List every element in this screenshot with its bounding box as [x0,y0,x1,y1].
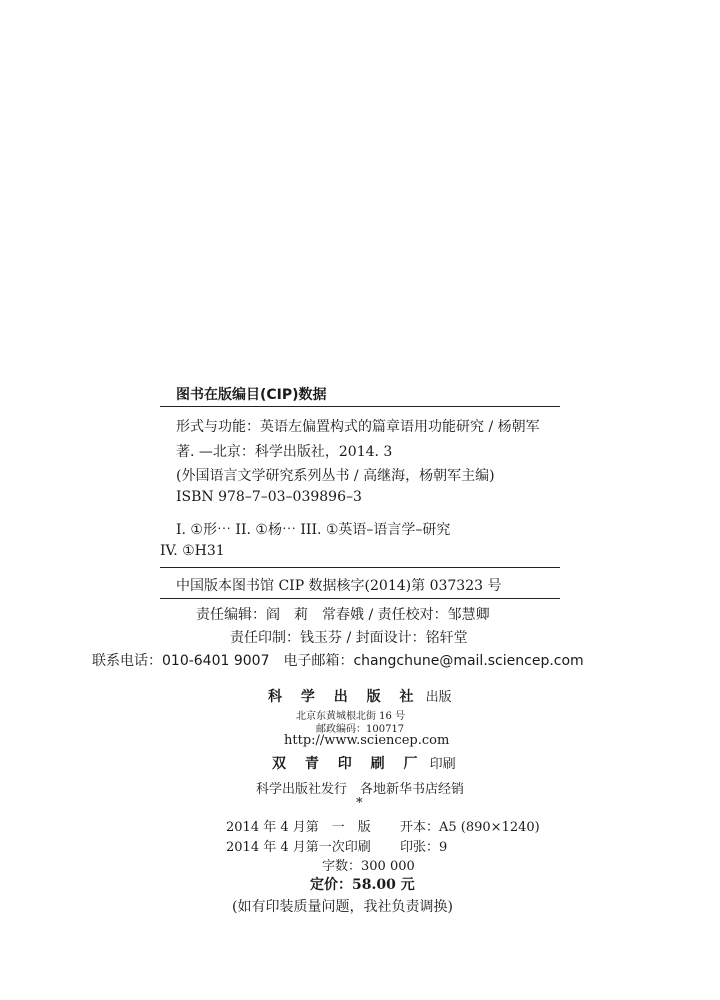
format-info: 开本：A5 (890×1240) [400,820,540,835]
asterisk: * [356,796,363,811]
price-label: 定价： [310,877,352,893]
cip-publication-line: 著. —北京：科学出版社，2014. 3 [176,444,393,460]
cip-title-line: 形式与功能：英语左偏置构式的篇章语用功能研究 / 杨朝军 [176,419,540,435]
cip-series-line: (外国语言文学研究系列丛书 / 高继海，杨朝军主编) [176,468,495,484]
publisher-postcode: 邮政编码：100717 [316,724,405,735]
cip-classification-line: I. ①形⋯ II. ①杨⋯ III. ①英语–语言学–研究 [176,522,451,538]
edition-date: 2014 年 4 月第 一 版 [226,820,371,835]
production-credit: 责任印制：钱玉芬 / 封面设计：铭轩堂 [230,630,468,646]
printer-suffix: 印刷 [429,757,456,772]
printer-name: 双 青 印 刷 厂 [272,756,425,772]
cip-isbn-line: ISBN 978–7–03–039896–3 [176,489,362,505]
distribution-line: 科学出版社发行 各地新华书店经销 [256,782,465,797]
quality-note: (如有印装质量问题，我社负责调换) [232,899,453,915]
sheets-info: 印张：9 [400,840,448,855]
publisher-block [268,686,452,706]
publisher-address: 北京东黄城根北街 16 号 [296,711,406,722]
printer-block [272,753,456,773]
cip-verification-line: 中国版本图书馆 CIP 数据核字(2014)第 037323 号 [176,578,502,594]
print-date: 2014 年 4 月第一次印刷 [226,840,371,855]
publisher-name: 科 学 出 版 社 [268,689,421,705]
price-value: 58.00 元 [352,877,415,893]
price-line [310,874,415,894]
cip-bottom-rule [160,598,560,599]
word-count: 字数：300 000 [322,859,415,874]
cip-classification-line-2: IV. ①H31 [160,543,225,559]
cip-top-rule [160,406,560,407]
contact-line: 联系电话：010-6401 9007 电子邮箱：changchune@mail.sciencep.com [92,653,584,669]
cip-heading: 图书在版编目(CIP)数据 [176,387,327,403]
cip-middle-rule [160,567,560,568]
publisher-suffix: 出版 [425,690,452,705]
editors-credit: 责任编辑：阎 莉 常春娥 / 责任校对：邹慧卿 [196,607,490,623]
publisher-website: http://www.sciencep.com [284,733,450,748]
